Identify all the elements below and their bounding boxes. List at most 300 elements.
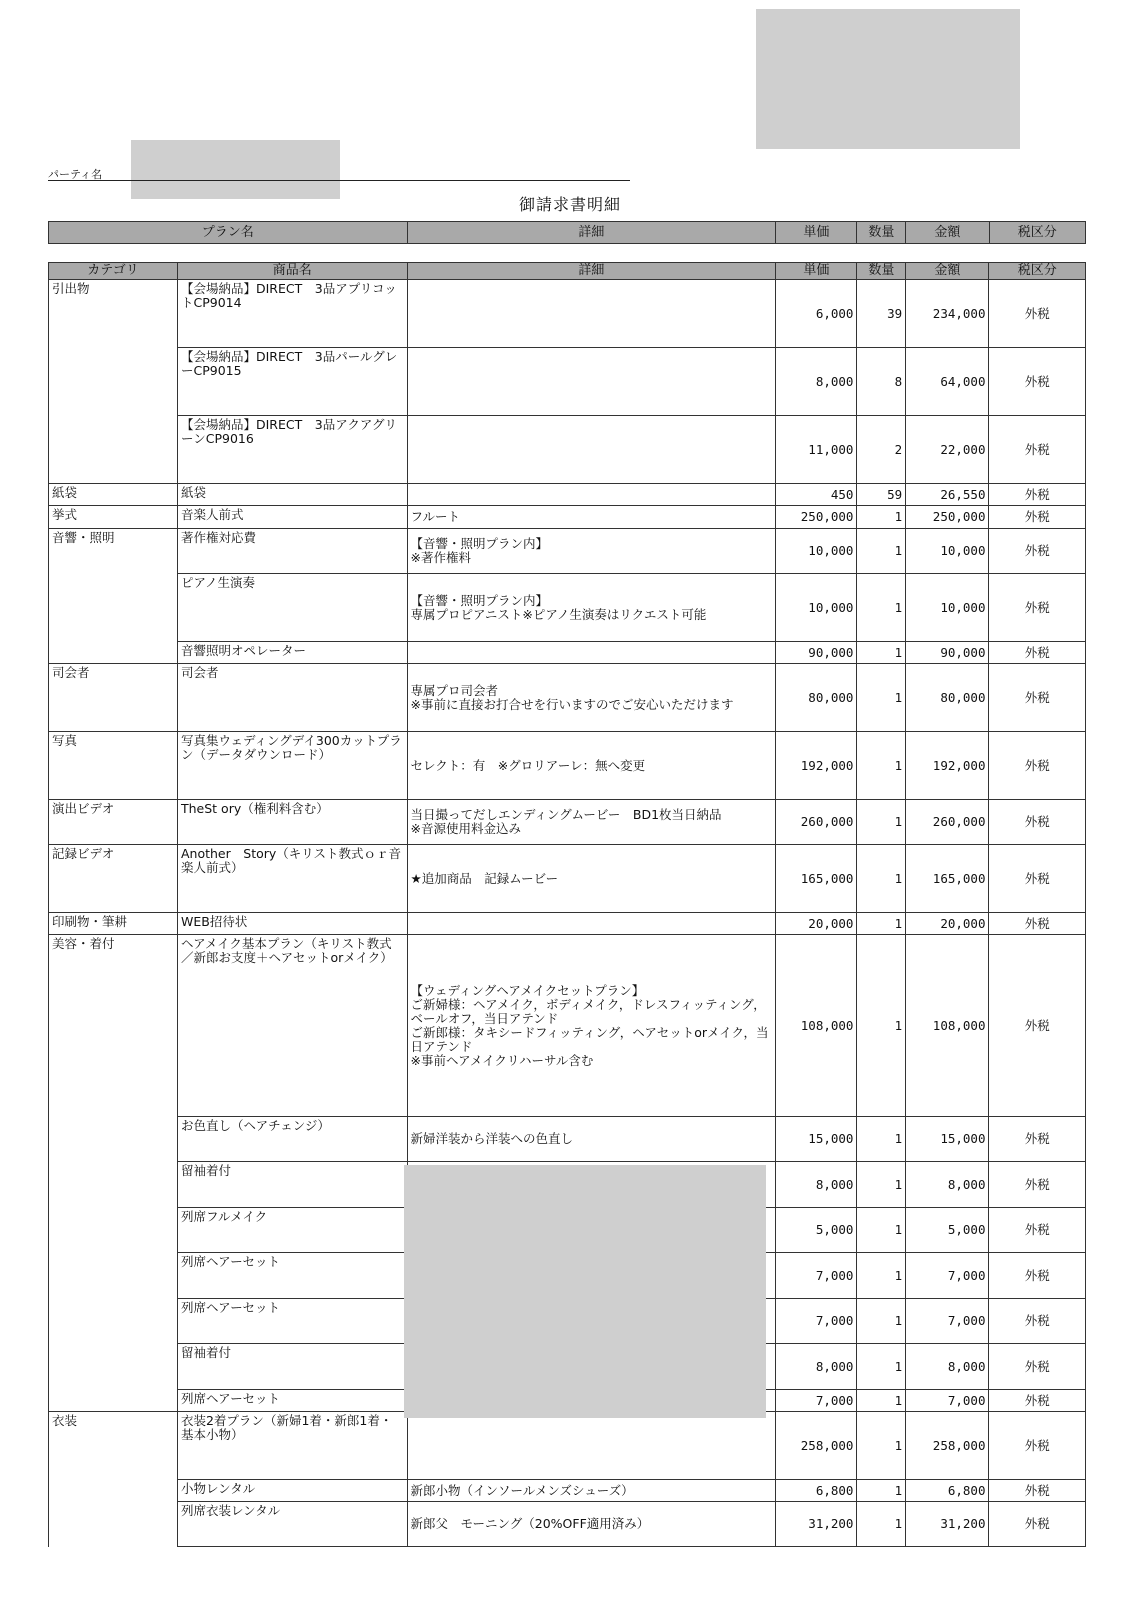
plan-header-amount: 金額 — [906, 222, 989, 244]
item-name-cell — [177, 935, 407, 1117]
table-row — [49, 484, 1086, 506]
item-name-cell — [177, 1412, 407, 1480]
unit-price-text: 6,000 — [815, 305, 854, 321]
unit-price-text: 7,000 — [815, 1313, 854, 1328]
table-row — [49, 1412, 1086, 1480]
quantity-text: 1 — [894, 1313, 903, 1328]
item-name-cell — [177, 913, 407, 935]
party-name-underline — [48, 180, 630, 181]
category-text — [52, 416, 174, 418]
quantity-text: 1 — [894, 870, 903, 886]
tax-class-text: 外税 — [1024, 1222, 1050, 1237]
item-name-text: ヘアメイク基本プラン（キリスト教式／新郎お支度＋ヘアセットorメイク） — [180, 936, 393, 965]
unit-price-text: 192,000 — [800, 757, 854, 773]
detail-cell — [407, 484, 776, 506]
col-header-category: カテゴリ — [49, 263, 178, 280]
tax-class-text: 外税 — [1024, 486, 1050, 502]
unit-price-text: 15,000 — [808, 1131, 854, 1146]
category-text: 印刷物・筆耕 — [52, 914, 128, 929]
item-name-cell — [177, 529, 407, 574]
detail-text: 【音響・照明プラン内】 ※著作権料 — [410, 536, 549, 565]
category-cell — [49, 845, 178, 913]
tax-class-text: 外税 — [1024, 1482, 1050, 1498]
category-cell — [49, 1344, 178, 1390]
tax-class-text: 外税 — [1024, 305, 1050, 321]
category-text — [52, 1480, 174, 1482]
category-cell — [49, 574, 178, 642]
tax-class-text: 外税 — [1024, 644, 1050, 660]
quantity-cell — [857, 484, 906, 506]
category-cell — [49, 1502, 178, 1547]
amount-cell — [906, 1390, 989, 1412]
tax-class-cell — [989, 1480, 1086, 1502]
quantity-text: 1 — [894, 1131, 903, 1146]
unit-price-cell — [776, 280, 857, 348]
unit-price-cell — [776, 664, 857, 732]
category-text: 美容・着付 — [52, 936, 115, 951]
tax-class-text: 外税 — [1024, 870, 1050, 886]
unit-price-cell — [776, 348, 857, 416]
category-cell — [49, 1162, 178, 1208]
item-name-cell — [177, 664, 407, 732]
page-title: 御請求書明細 — [518, 195, 621, 214]
item-name-cell — [177, 1390, 407, 1412]
detail-cell — [407, 845, 776, 913]
quantity-cell — [857, 280, 906, 348]
plan-header-detail: 詳細 — [407, 222, 776, 244]
unit-price-cell — [776, 1344, 857, 1390]
amount-cell — [906, 506, 989, 529]
amount-text: 5,000 — [947, 1222, 986, 1237]
category-cell — [49, 506, 178, 529]
quantity-cell — [857, 506, 906, 529]
unit-price-text: 8,000 — [815, 1176, 854, 1192]
category-cell — [49, 1480, 178, 1502]
item-name-cell — [177, 1344, 407, 1390]
table-row — [49, 529, 1086, 574]
amount-text: 8,000 — [947, 1358, 986, 1374]
item-name-text: 列席ヘアーセット — [180, 1391, 280, 1406]
category-cell — [49, 1412, 178, 1480]
item-name-cell — [177, 1299, 407, 1344]
amount-cell — [906, 935, 989, 1117]
category-text: 音響・照明 — [52, 530, 115, 545]
detail-cell — [407, 1117, 776, 1162]
amount-text: 7,000 — [947, 1313, 986, 1328]
amount-text: 31,200 — [940, 1516, 986, 1531]
amount-cell — [906, 1208, 989, 1253]
category-text — [52, 1208, 174, 1210]
quantity-cell — [857, 529, 906, 574]
quantity-cell — [857, 574, 906, 642]
category-text: 挙式 — [52, 507, 78, 522]
tax-class-text: 外税 — [1024, 689, 1050, 705]
category-cell — [49, 1253, 178, 1299]
unit-price-text: 11,000 — [808, 441, 854, 457]
redacted-party-name — [131, 140, 340, 199]
amount-text: 7,000 — [947, 1267, 986, 1283]
item-name-text: 紙袋 — [180, 485, 206, 500]
unit-price-text: 10,000 — [808, 599, 854, 615]
amount-text: 108,000 — [932, 1017, 986, 1033]
quantity-cell — [857, 642, 906, 664]
quantity-text: 1 — [894, 543, 903, 558]
tax-class-text: 外税 — [1024, 543, 1050, 558]
unit-price-cell — [776, 913, 857, 935]
item-name-text: 音響照明オペレーター — [180, 643, 306, 658]
unit-price-text: 10,000 — [808, 543, 854, 558]
unit-price-cell — [776, 1162, 857, 1208]
unit-price-text: 90,000 — [808, 644, 854, 660]
quantity-cell — [857, 913, 906, 935]
tax-class-cell — [989, 642, 1086, 664]
tax-class-cell — [989, 416, 1086, 484]
unit-price-text: 31,200 — [808, 1516, 854, 1531]
tax-class-text: 外税 — [1024, 1267, 1050, 1283]
quantity-text: 1 — [894, 1222, 903, 1237]
item-name-text: 小物レンタル — [180, 1481, 256, 1496]
table-row — [49, 574, 1086, 642]
unit-price-cell — [776, 845, 857, 913]
unit-price-text: 8,000 — [815, 373, 854, 389]
table-row — [49, 642, 1086, 664]
category-cell — [49, 732, 178, 800]
quantity-text: 1 — [894, 1267, 903, 1283]
category-text — [52, 1502, 174, 1504]
amount-cell — [906, 416, 989, 484]
category-cell — [49, 1117, 178, 1162]
amount-text: 22,000 — [940, 441, 986, 457]
tax-class-cell — [989, 1162, 1086, 1208]
item-name-text: TheSt ory（権利料含む） — [180, 801, 329, 816]
table-row — [49, 1480, 1086, 1502]
item-name-text: 留袖着付 — [180, 1163, 231, 1178]
item-name-text: 音楽人前式 — [180, 507, 244, 522]
detail-cell — [407, 732, 776, 800]
unit-price-cell — [776, 935, 857, 1117]
amount-cell — [906, 484, 989, 506]
quantity-cell — [857, 732, 906, 800]
item-name-text: 司会者 — [180, 665, 219, 680]
item-name-text: 留袖着付 — [180, 1345, 231, 1360]
quantity-cell — [857, 1344, 906, 1390]
amount-cell — [906, 1117, 989, 1162]
detail-cell — [407, 1502, 776, 1547]
item-name-cell — [177, 348, 407, 416]
tax-class-cell — [989, 1208, 1086, 1253]
redacted-detail-block — [404, 1165, 766, 1418]
amount-text: 7,000 — [947, 1392, 986, 1408]
amount-cell — [906, 1299, 989, 1344]
item-name-cell — [177, 574, 407, 642]
tax-class-cell — [989, 1390, 1086, 1412]
amount-text: 6,800 — [947, 1482, 986, 1498]
category-cell — [49, 642, 178, 664]
quantity-cell — [857, 1253, 906, 1299]
tax-class-cell — [989, 574, 1086, 642]
quantity-text: 1 — [894, 689, 903, 705]
tax-class-text: 外税 — [1024, 373, 1050, 389]
col-header-unit-price: 単価 — [776, 263, 857, 280]
plan-header-unit-price: 単価 — [776, 222, 857, 244]
category-cell — [49, 664, 178, 732]
category-cell — [49, 800, 178, 845]
unit-price-cell — [776, 506, 857, 529]
tax-class-cell — [989, 348, 1086, 416]
category-text — [52, 1117, 174, 1119]
detail-text: 新郎小物（インソールメンズシューズ） — [410, 1482, 634, 1498]
item-name-cell — [177, 280, 407, 348]
col-header-item-name: 商品名 — [177, 263, 407, 280]
col-header-amount: 金額 — [906, 263, 989, 280]
amount-cell — [906, 529, 989, 574]
quantity-cell — [857, 1412, 906, 1480]
unit-price-cell — [776, 642, 857, 664]
item-name-cell — [177, 800, 407, 845]
unit-price-cell — [776, 1480, 857, 1502]
category-text — [52, 1162, 174, 1164]
detail-cell — [407, 506, 776, 529]
table-row — [49, 1117, 1086, 1162]
category-cell — [49, 280, 178, 348]
amount-cell — [906, 642, 989, 664]
quantity-cell — [857, 664, 906, 732]
plan-header-tax-class: 税区分 — [989, 222, 1086, 244]
tax-class-cell — [989, 1502, 1086, 1547]
amount-text: 8,000 — [947, 1176, 986, 1192]
amount-cell — [906, 664, 989, 732]
unit-price-text: 7,000 — [815, 1267, 854, 1283]
item-name-text: Another Story（キリスト教式ｏｒ音楽人前式） — [180, 846, 402, 875]
category-cell — [49, 1299, 178, 1344]
detail-cell — [407, 800, 776, 845]
detail-cell — [407, 416, 776, 484]
amount-cell — [906, 574, 989, 642]
amount-text: 10,000 — [940, 599, 986, 615]
item-name-cell — [177, 1117, 407, 1162]
table-row — [49, 845, 1086, 913]
col-header-detail: 詳細 — [407, 263, 776, 280]
tax-class-text: 外税 — [1024, 757, 1050, 773]
unit-price-cell — [776, 1253, 857, 1299]
category-cell — [49, 1390, 178, 1412]
item-name-text: 【会場納品】DIRECT 3品アプリコットCP9014 — [180, 281, 397, 310]
unit-price-cell — [776, 1502, 857, 1547]
tax-class-cell — [989, 484, 1086, 506]
detail-text: 当日撮ってだしエンディングムービー BD1枚当日納品 ※音源使用料金込み — [410, 807, 722, 836]
quantity-text: 1 — [894, 1017, 903, 1033]
item-name-text: 衣装2着プラン（新婦1着・新郎1着・基本小物） — [180, 1413, 393, 1442]
amount-cell — [906, 732, 989, 800]
category-cell — [49, 1208, 178, 1253]
tax-class-text: 外税 — [1024, 1313, 1050, 1328]
unit-price-text: 165,000 — [800, 870, 854, 886]
amount-text: 26,550 — [940, 486, 986, 502]
quantity-cell — [857, 1117, 906, 1162]
unit-price-text: 260,000 — [800, 814, 854, 829]
amount-text: 80,000 — [940, 689, 986, 705]
tax-class-text: 外税 — [1024, 1437, 1050, 1453]
amount-cell — [906, 1412, 989, 1480]
detail-cell — [407, 1412, 776, 1480]
category-cell — [49, 416, 178, 484]
unit-price-cell — [776, 1412, 857, 1480]
unit-price-cell — [776, 1117, 857, 1162]
detail-text: セレクト：有 ※グロリアーレ：無へ変更 — [410, 757, 646, 773]
quantity-text: 8 — [894, 373, 903, 389]
plan-header-plan-name: プラン名 — [49, 222, 408, 244]
plan-header-quantity: 数量 — [857, 222, 906, 244]
amount-text: 64,000 — [940, 373, 986, 389]
category-text: 写真 — [52, 733, 78, 748]
amount-cell — [906, 1253, 989, 1299]
unit-price-cell — [776, 416, 857, 484]
tax-class-cell — [989, 529, 1086, 574]
amount-cell — [906, 1502, 989, 1547]
table-row — [49, 348, 1086, 416]
item-name-text: 列席ヘアーセット — [180, 1254, 280, 1269]
unit-price-text: 250,000 — [800, 509, 854, 524]
quantity-text: 1 — [894, 509, 903, 524]
unit-price-text: 7,000 — [815, 1392, 854, 1408]
plan-header-table — [48, 221, 1086, 244]
detail-cell — [407, 348, 776, 416]
item-name-text: 著作権対応費 — [180, 530, 256, 545]
amount-text: 192,000 — [932, 757, 986, 773]
detail-cell — [407, 1480, 776, 1502]
table-row — [49, 664, 1086, 732]
category-text — [52, 574, 174, 576]
detail-cell — [407, 664, 776, 732]
quantity-text: 2 — [894, 441, 903, 457]
unit-price-text: 80,000 — [808, 689, 854, 705]
table-row — [49, 506, 1086, 529]
tax-class-text: 外税 — [1024, 915, 1050, 931]
amount-cell — [906, 1162, 989, 1208]
detail-cell — [407, 913, 776, 935]
detail-cell — [407, 935, 776, 1117]
category-text: 衣装 — [52, 1413, 78, 1428]
quantity-text: 1 — [894, 1392, 903, 1408]
quantity-cell — [857, 1480, 906, 1502]
tax-class-cell — [989, 1412, 1086, 1480]
amount-cell — [906, 280, 989, 348]
item-name-cell — [177, 506, 407, 529]
table-row — [49, 1502, 1086, 1547]
tax-class-text: 外税 — [1024, 1017, 1050, 1033]
tax-class-cell — [989, 845, 1086, 913]
category-text — [52, 1390, 174, 1392]
category-text — [52, 642, 174, 644]
tax-class-text: 外税 — [1024, 814, 1050, 829]
col-header-tax-class: 税区分 — [989, 263, 1086, 280]
amount-text: 258,000 — [932, 1437, 986, 1453]
table-row — [49, 416, 1086, 484]
category-cell — [49, 348, 178, 416]
item-name-text: 写真集ウェディングデイ300カットプラン（データダウンロード） — [180, 733, 402, 762]
quantity-text: 1 — [894, 757, 903, 773]
item-name-cell — [177, 642, 407, 664]
category-cell — [49, 935, 178, 1117]
quantity-text: 39 — [887, 305, 903, 321]
quantity-text: 1 — [894, 1176, 903, 1192]
quantity-text: 1 — [894, 1437, 903, 1453]
unit-price-cell — [776, 529, 857, 574]
tax-class-text: 外税 — [1024, 1392, 1050, 1408]
unit-price-cell — [776, 732, 857, 800]
amount-cell — [906, 348, 989, 416]
unit-price-text: 5,000 — [815, 1222, 854, 1237]
table-row — [49, 732, 1086, 800]
amount-text: 250,000 — [932, 509, 986, 524]
item-name-cell — [177, 1162, 407, 1208]
quantity-text: 59 — [887, 486, 903, 502]
unit-price-cell — [776, 1299, 857, 1344]
table-row — [49, 913, 1086, 935]
item-name-text: お色直し（ヘアチェンジ） — [180, 1118, 330, 1133]
item-name-text: 列席衣装レンタル — [180, 1503, 281, 1518]
tax-class-cell — [989, 1117, 1086, 1162]
amount-text: 10,000 — [940, 543, 986, 558]
amount-text: 234,000 — [932, 305, 986, 321]
quantity-cell — [857, 800, 906, 845]
category-cell — [49, 529, 178, 574]
party-name-label: パーティ名 — [48, 168, 103, 181]
quantity-cell — [857, 1208, 906, 1253]
tax-class-cell — [989, 280, 1086, 348]
amount-text: 165,000 — [932, 870, 986, 886]
unit-price-cell — [776, 1390, 857, 1412]
category-text: 記録ビデオ — [52, 846, 115, 861]
tax-class-cell — [989, 1344, 1086, 1390]
detail-text: 【ウェディングヘアメイクセットプラン】 ご新婦様：ヘアメイク，ボディメイク，ドレスフィッティング，ベールオフ，当日アテンド ご新郎様：タキシードフィッティング，ヘアセットorメイク，当日アテンド ※事前ヘアメイクリハーサル含む — [410, 982, 769, 1068]
tax-class-cell — [989, 800, 1086, 845]
table-row — [49, 280, 1086, 348]
item-name-text: ピアノ生演奏 — [180, 575, 255, 590]
amount-cell — [906, 1344, 989, 1390]
quantity-cell — [857, 1299, 906, 1344]
quantity-cell — [857, 845, 906, 913]
tax-class-cell — [989, 506, 1086, 529]
item-name-text: WEB招待状 — [180, 914, 248, 929]
tax-class-cell — [989, 1253, 1086, 1299]
category-text — [52, 1299, 174, 1301]
category-text: 演出ビデオ — [52, 801, 115, 816]
detail-cell — [407, 280, 776, 348]
unit-price-cell — [776, 1208, 857, 1253]
unit-price-text: 450 — [830, 486, 854, 502]
col-header-quantity: 数量 — [857, 263, 906, 280]
redacted-logo-block — [756, 9, 1020, 149]
tax-class-text: 外税 — [1024, 1131, 1050, 1146]
table-row — [49, 935, 1086, 1117]
detail-text: 新婦洋装から洋装への色直し — [410, 1131, 574, 1146]
category-text — [52, 348, 174, 350]
category-cell — [49, 484, 178, 506]
unit-price-text: 20,000 — [808, 915, 854, 931]
unit-price-text: 6,800 — [815, 1482, 854, 1498]
tax-class-cell — [989, 664, 1086, 732]
detail-cell — [407, 574, 776, 642]
tax-class-text: 外税 — [1024, 1516, 1050, 1531]
amount-text: 260,000 — [932, 814, 986, 829]
quantity-cell — [857, 1390, 906, 1412]
amount-text: 15,000 — [940, 1131, 986, 1146]
table-row — [49, 800, 1086, 845]
item-name-text: 列席ヘアーセット — [180, 1300, 280, 1315]
quantity-text: 1 — [894, 599, 903, 615]
item-name-cell — [177, 732, 407, 800]
